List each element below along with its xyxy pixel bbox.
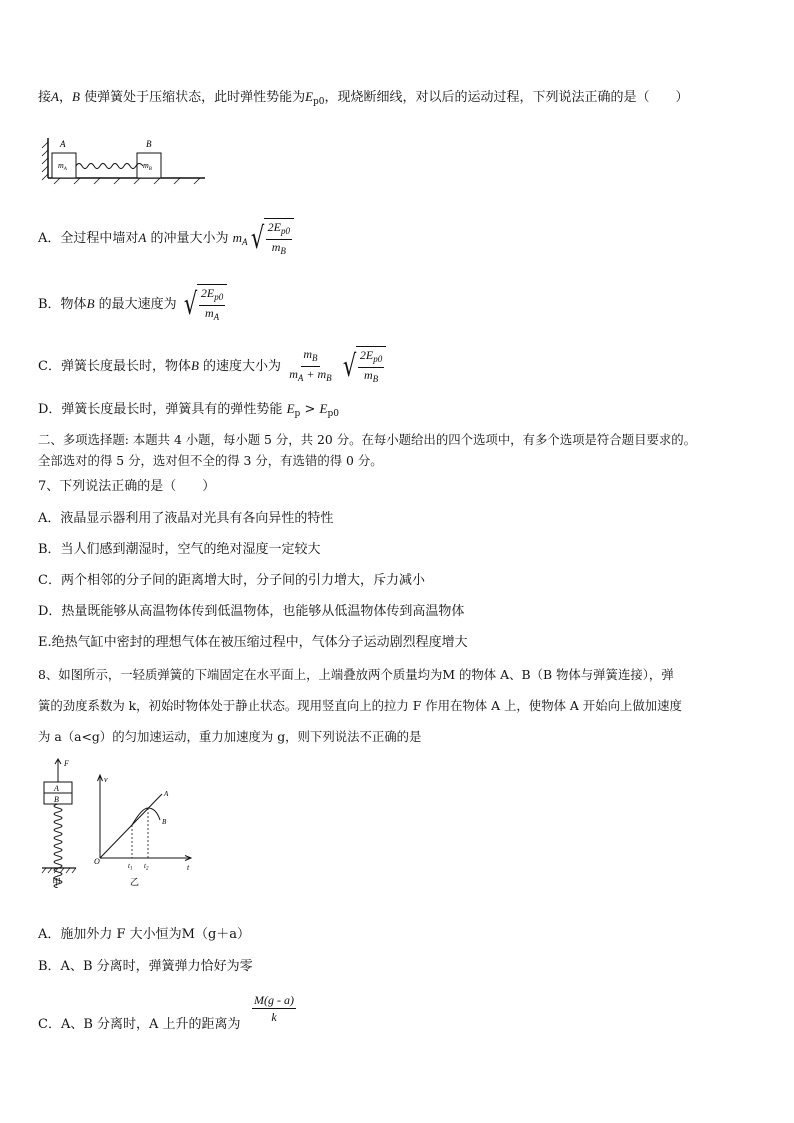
q8-option-c: C．A、B 分离时，A 上升的距离为 (38, 1017, 241, 1032)
fig-tick-t1: $t_1$ (128, 862, 133, 872)
q7-option-c: C．两个相邻的分子间的距离增大时，分子间的引力增大，斥力减小 (38, 573, 425, 588)
fig-block-A: A (54, 784, 59, 793)
fig-block-B: B (54, 795, 59, 804)
q8-figure-yi (92, 772, 202, 888)
fig-mass-B: $m_B$ (143, 161, 152, 172)
fig-tick-t2: $t_2$ (144, 862, 149, 872)
q8-figure-jia (36, 758, 86, 888)
fig-origin-O: O (94, 857, 100, 866)
q6-option-a: A．全过程中墙对A 的冲量大小为 $m_A$ √ $\frac{2E_{p0}}{m_B}$ (38, 218, 294, 259)
q8-option-a: A．施加外力 F 大小恒为M（g＋a） (38, 927, 251, 942)
section2-line2: 全部选对的得 5 分，选对但不全的得 3 分，有选错的得 0 分。 (38, 453, 383, 468)
q6-option-d: D．弹簧长度最长时，弹簧具有的弹性势能 $E_p > E_{p0}$ (38, 401, 339, 419)
q7-option-d: D．热量既能够从高温物体传到低温物体，也能够从低温物体传到高温物体 (38, 604, 465, 619)
fig-label-A: A (60, 139, 66, 149)
section2-line1: 二、多项选择题: 本题共 4 小题，每小题 5 分，共 20 分。在每小题给出的四个选项中，有多个选项是符合题目要求的。 (38, 432, 697, 447)
q6-spring-figure (40, 136, 210, 186)
fig-axis-v: v (104, 775, 108, 784)
fig-curve-B: B (162, 818, 167, 826)
q7-option-e: E.绝热气缸中密封的理想气体在被压缩过程中，气体分子运动剧烈程度增大 (38, 635, 468, 650)
q7-option-a: A．液晶显示器利用了液晶对光具有各向异性的特性 (38, 511, 334, 526)
fig-axis-t: t (187, 863, 190, 872)
q8-stem-line2: 簧的劲度系数为 k，初始时物体处于静止状态。现用竖直向上的拉力 F 作用在物体 A 上，使物体 A 开始向上做加速度 (38, 698, 682, 713)
q8-option-c-fraction: M(g - a) k (254, 993, 294, 1024)
fig-force-F: F (64, 759, 69, 768)
q8-option-b: B．A、B 分离时，弹簧弹力恰好为零 (38, 959, 253, 974)
q8-stem-line1: 8、如图所示，一轻质弹簧的下端固定在水平面上，上端叠放两个质量均为M 的物体 A、B（B 物体与弹簧连接），弹 (38, 667, 674, 682)
fig-label-B: B (146, 139, 152, 149)
fig-curve-A: A (164, 790, 169, 798)
fig-mass-A: $m_A$ (58, 161, 67, 172)
q7-stem: 7、下列说法正确的是（ ） (38, 479, 216, 494)
q6-option-c: C．弹簧长度最长时，物体B 的速度大小为 $\frac{m_B}{m_A + m_B}$ √ $\frac{2E_{p0}}{m_B}$ (38, 346, 386, 387)
q8-stem-line3: 为 a（a<g）的匀加速运动，重力加速度为 g，则下列说法不正确的是 (38, 729, 422, 744)
q6-stem: 接A，B 使弹簧处于压缩状态，此时弹性势能为$E_{p0}$，现烧断细线，对以后的运动过程，下列说法正确的是（ ） (38, 89, 689, 107)
q6-option-b: B．物体B 的最大速度为 √ $\frac{2E_{p0}}{m_A}$ (38, 284, 227, 325)
fig-caption-yi: 乙 (130, 877, 140, 887)
fig-caption-jia: 甲 (52, 877, 62, 887)
q7-option-b: B．当人们感到潮湿时，空气的绝对湿度一定较大 (38, 542, 321, 557)
